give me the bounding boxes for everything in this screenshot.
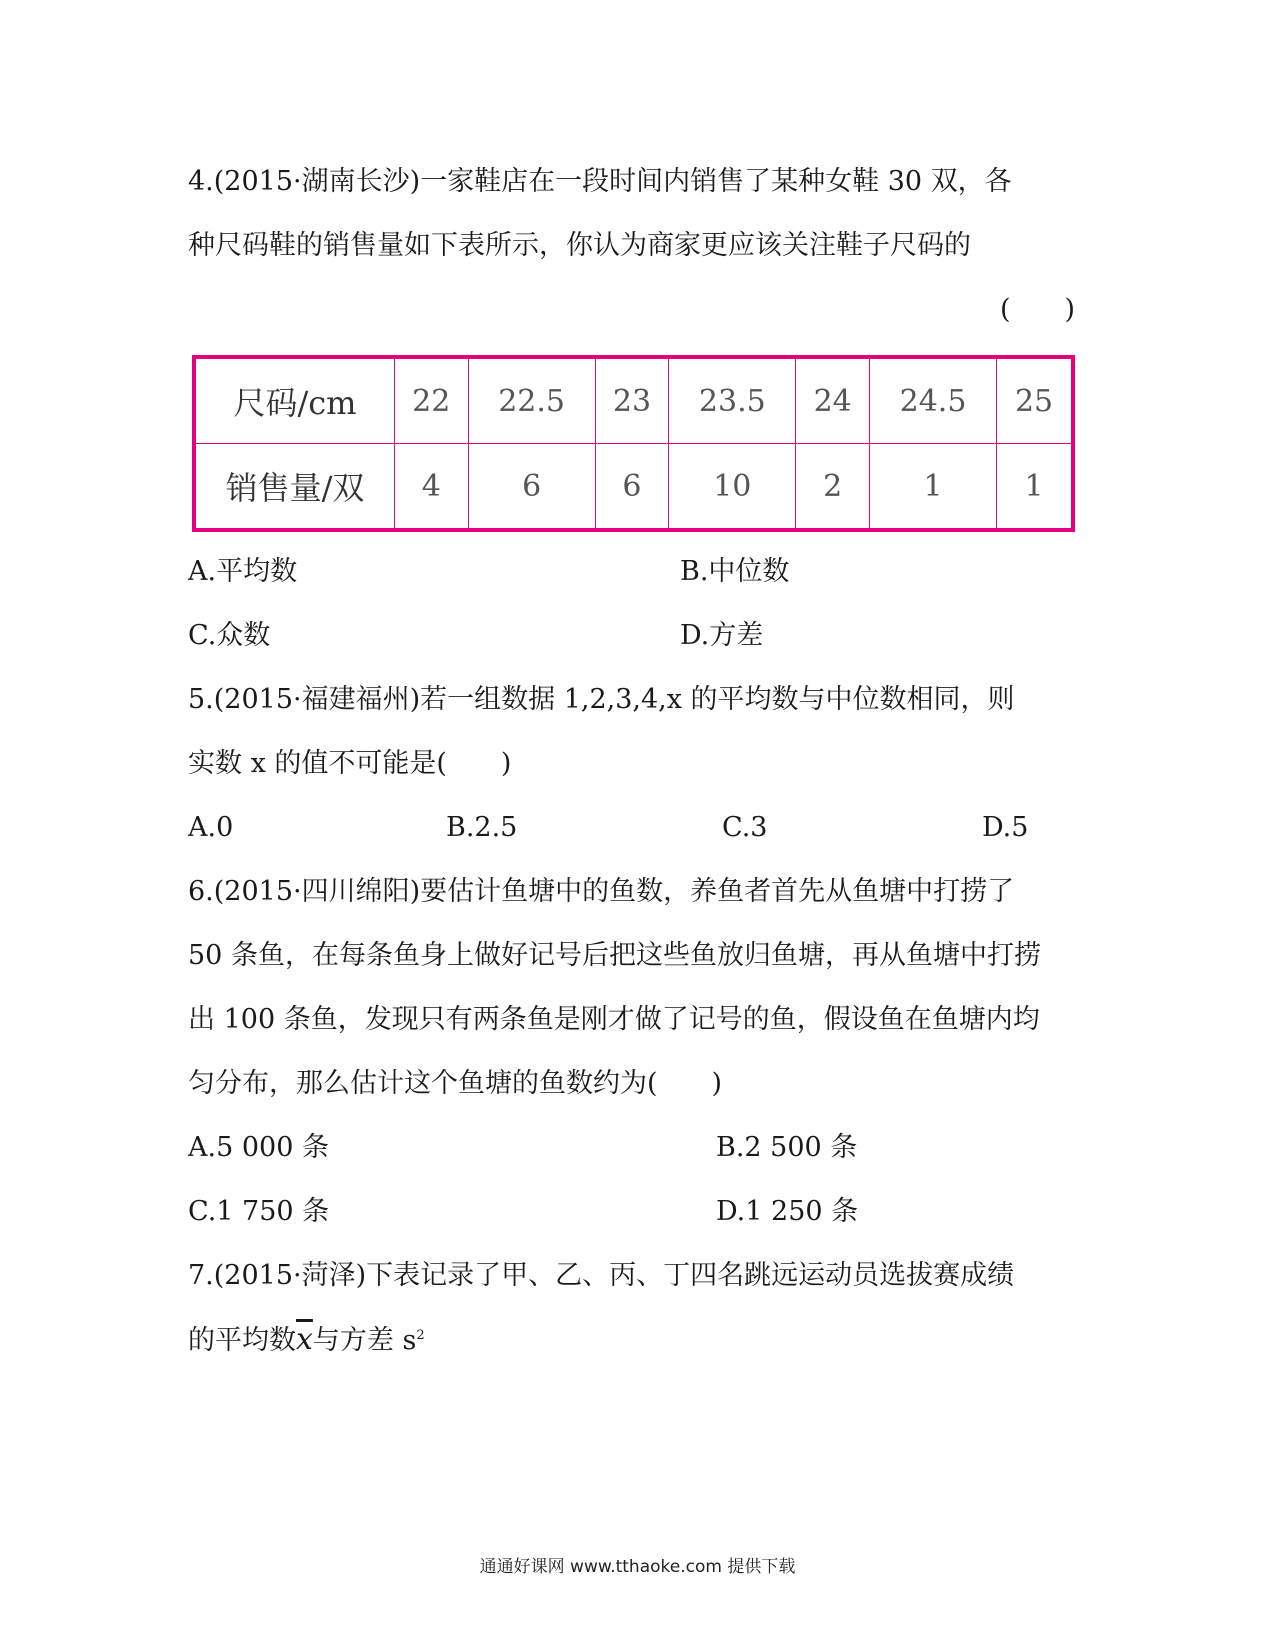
- table-cell: 23.5: [669, 357, 796, 444]
- footer-attribution: 通通好课网 www.tthaoke.com 提供下载: [479, 1557, 796, 1577]
- q6-option-d: D.1 250 条: [716, 1196, 859, 1227]
- table-cell: 2: [796, 444, 870, 531]
- q6-stem-line-3: 出 100 条鱼，发现只有两条鱼是刚才做了记号的鱼，假设鱼在鱼塘内均: [188, 1004, 1040, 1035]
- q6-stem-line-4: 匀分布，那么估计这个鱼塘的鱼数约为( ): [188, 1068, 723, 1099]
- q6-option-c: C.1 750 条: [188, 1196, 330, 1227]
- table-cell: 25: [997, 357, 1073, 444]
- table-cell: 4: [395, 444, 469, 531]
- table-cell: 24.5: [869, 357, 996, 444]
- q6-stem-line-1: 6.(2015·四川绵阳)要估计鱼塘中的鱼数，养鱼者首先从鱼塘中打捞了: [188, 876, 1015, 907]
- q6-option-a: A.5 000 条: [188, 1132, 329, 1163]
- q5-option-a: A.0: [188, 812, 234, 843]
- q6-stem-line-2: 50 条鱼，在每条鱼身上做好记号后把这些鱼放归鱼塘，再从鱼塘中打捞: [188, 940, 1041, 971]
- table-cell: 1: [869, 444, 996, 531]
- table-cell: 6: [595, 444, 669, 531]
- q4-option-b: B.中位数: [680, 556, 790, 587]
- table-cell: 22: [395, 357, 469, 444]
- q5-stem-line-1: 5.(2015·福建福州)若一组数据 1,2,3,4,x 的平均数与中位数相同，则: [188, 684, 1015, 715]
- q5-option-c: C.3: [722, 812, 768, 843]
- q5-option-d: D.5: [982, 812, 1029, 843]
- q7-stem-line-1: 7.(2015·菏泽)下表记录了甲、乙、丙、丁四名跳远运动员选拔赛成绩: [188, 1260, 1015, 1291]
- table-cell: 24: [796, 357, 870, 444]
- table-cell: 10: [669, 444, 796, 531]
- table-header-size: 尺码/cm: [194, 357, 395, 444]
- q4-answer-bracket: ( ): [1000, 294, 1076, 325]
- table-header-sales: 销售量/双: [194, 444, 395, 531]
- table-row: [194, 444, 1073, 531]
- q5-option-b: B.2.5: [446, 812, 518, 843]
- table-cell: 22.5: [468, 357, 595, 444]
- table-cell: 1: [997, 444, 1073, 531]
- q7-stem-text: 与方差 s: [312, 1325, 417, 1356]
- q4-option-c: C.众数: [188, 620, 271, 651]
- q4-stem-line-2: 种尺码鞋的销售量如下表所示，你认为商家更应该关注鞋子尺码的: [188, 230, 971, 261]
- q5-stem-line-2: 实数 x 的值不可能是( ): [188, 748, 512, 779]
- q6-option-b: B.2 500 条: [716, 1132, 858, 1163]
- table-cell: 6: [468, 444, 595, 531]
- q4-option-d: D.方差: [680, 620, 764, 651]
- x-bar-symbol: $\overline{x}$: [296, 1322, 313, 1357]
- table-cell: 23: [595, 357, 669, 444]
- shoe-size-sales-table: [192, 355, 1075, 532]
- q4-stem-line-1: 4.(2015·湖南长沙)一家鞋店在一段时间内销售了某种女鞋 30 双，各: [188, 166, 1012, 197]
- table-row: [194, 357, 1073, 444]
- q7-stem-line-2: [188, 1324, 425, 1357]
- superscript-exponent: 2: [416, 1328, 425, 1343]
- q4-option-a: A.平均数: [188, 556, 298, 587]
- q7-stem-text: 的平均数: [188, 1325, 296, 1356]
